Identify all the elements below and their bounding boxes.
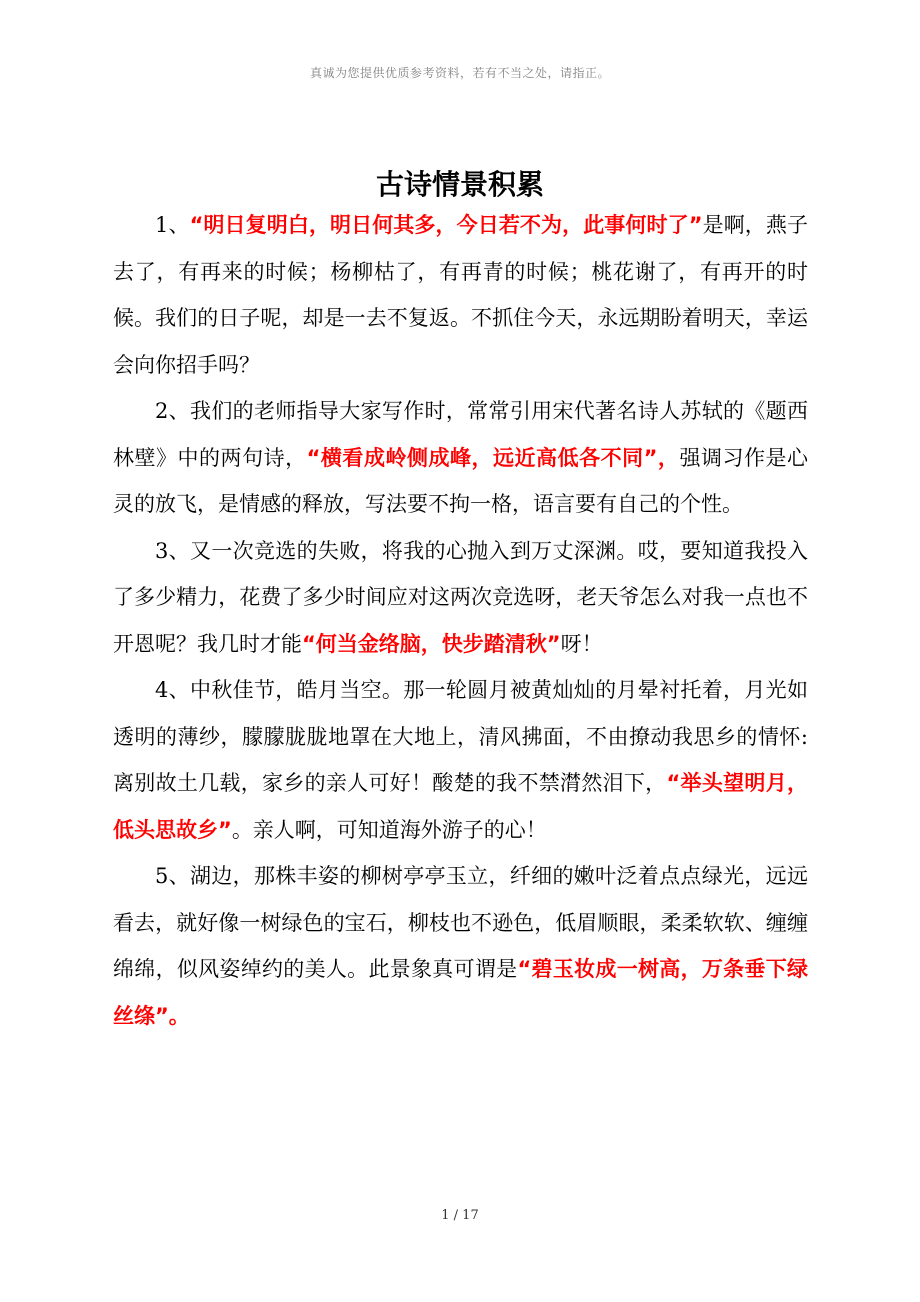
paragraph-4 [113, 667, 808, 853]
page-number: 1 / 17 [441, 1208, 479, 1223]
header-note: 真诚为您提供优质参考资料，若有不当之处，请指正。 [309, 66, 610, 80]
paragraph-text: 强调习作是心灵的放飞，是情感的释放，写法要不拘一格，语言要有自己的个性。 [113, 445, 808, 516]
paragraph-3 [113, 528, 808, 668]
paragraph-text: 2、我们的老师指导大家写作时，常常引用宋代著名诗人苏轼的《题西林壁》中的两句诗， [113, 399, 808, 470]
poem-quote: “明日复明白，明日何其多，今日若不为，此事何时了” [189, 213, 703, 237]
paragraph-text: 5、湖边，那株丰姿的柳树亭亭玉立，纤细的嫩叶泛着点点绿光，远远看去，就好像一树绿色的宝石，柳枝也不逊色，低眉顺眼，柔柔软软、缠缠绵绵，似风姿绰约的美人。此景象真可谓是 [113, 864, 808, 981]
paragraph-text: 4、中秋佳节，皓月当空。那一轮圆月被黄灿灿的月晕衬托着，月光如透明的薄纱，朦朦胧胧地罩在大地上，清风拂面，不由撩动我思乡的情怀:离别故土几载，家乡的亲人可好！酸楚的我不禁潸然泪下， [113, 678, 808, 795]
poem-quote: “横看成岭侧成峰，远近高低各不同”， [306, 445, 680, 470]
paragraph-text: 呀！ [560, 631, 603, 656]
poem-quote: “何当金络脑，快步踏清秋” [302, 631, 561, 656]
paragraph-text: 3、又一次竞选的失败，将我的心抛入到万丈深渊。哎，要知道我投入了多少精力，花费了多少时间应对这两次竞选呀，老天爷怎么对我一点也不开恩呢？我几时才能 [113, 538, 808, 656]
document-body [113, 202, 808, 1039]
paragraph-5 [113, 853, 808, 1039]
poem-quote: “举头望明月，低头思故乡” [113, 771, 808, 842]
paragraph-text: 1、 [155, 213, 190, 237]
paragraph-1 [113, 202, 808, 388]
paragraph-text: 是啊，燕子去了，有再来的时候；杨柳枯了，有再青的时候；桃花谢了，有再开的时候。我们的日子呢，却是一去不复返。不抓住今天，永远期盼着明天，幸运会向你招手吗？ [113, 213, 808, 377]
page-title: 古诗情景积累 [375, 167, 544, 201]
paragraph-2 [113, 388, 808, 528]
paragraph-text: 。亲人啊，可知道海外游子的心！ [231, 817, 547, 842]
poem-quote: “碧玉妆成一树高，万条垂下绿丝绦”。 [113, 957, 809, 1028]
